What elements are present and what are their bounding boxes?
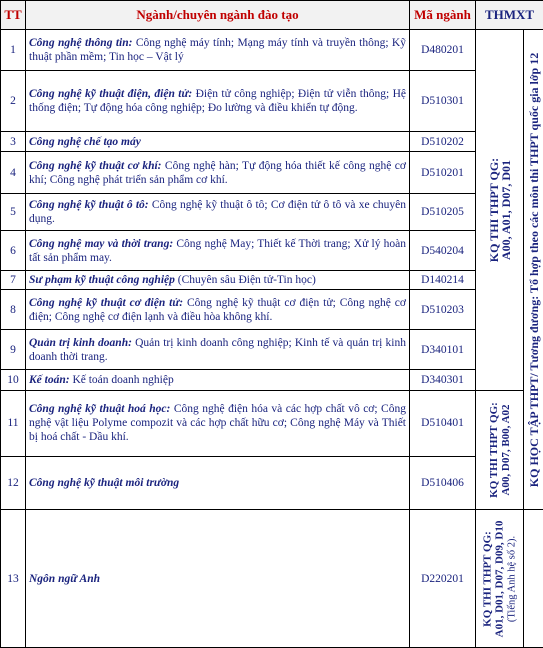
- major-cell: [26, 231, 410, 271]
- major-code: D510202: [410, 131, 476, 152]
- row-number: 8: [1, 290, 26, 330]
- group-cell-1: [476, 30, 524, 391]
- header-thmxt: THMXT: [476, 1, 543, 30]
- table-row: [1, 370, 543, 391]
- major-code: D340301: [410, 370, 476, 391]
- major-name: Công nghệ chế tạo máy: [29, 136, 141, 148]
- table-row: [1, 510, 543, 648]
- major-name: Kế toán:: [29, 374, 70, 386]
- major-name: Quản trị kinh doanh:: [29, 337, 132, 349]
- side-label: KQ HỌC TẬP THPT/ Tương đương: Tổ hợp theo các môn thi THPT quốc gia lớp 12: [528, 52, 540, 486]
- major-code: D510301: [410, 71, 476, 132]
- side-cell-bottom: [524, 510, 543, 648]
- major-cell: [26, 510, 410, 648]
- row-number: 5: [1, 193, 26, 230]
- major-desc: Công nghệ kỹ thuật cơ điện tử; Công nghệ cơ điện; Công nghệ cơ điện lạnh và điều hòa không khí.: [29, 297, 406, 323]
- table-row: [1, 290, 543, 330]
- major-code: D510406: [410, 456, 476, 509]
- header-row: [1, 1, 543, 30]
- major-cell: [26, 290, 410, 330]
- major-desc: Công nghệ máy tính; Mạng máy tính và truyền thông; Kỹ thuật phần mềm; Tin học – Vật lý: [29, 37, 406, 63]
- major-code: D540204: [410, 231, 476, 271]
- table-row: [1, 30, 543, 71]
- major-name: Công nghệ kỹ thuật môi trường: [29, 477, 179, 489]
- row-number: 1: [1, 30, 26, 71]
- row-number: 10: [1, 370, 26, 391]
- group-cell-2: [476, 391, 524, 510]
- row-number: 11: [1, 391, 26, 457]
- group-2-line-2: A00, D07, B00, A02: [500, 404, 512, 495]
- group-2-line-1: KQ THI THPT QG:: [488, 402, 500, 498]
- row-number: 6: [1, 231, 26, 271]
- table-row: [1, 152, 543, 193]
- group-3-label: [481, 520, 518, 637]
- major-code: D340101: [410, 330, 476, 370]
- group-3-line-2: A01, D01, D07, D09, D10: [493, 520, 505, 637]
- major-desc: Công nghệ kỹ thuật ô tô; Cơ điện tử ô tô và xe chuyên dụng.: [29, 199, 406, 225]
- side-cell: [524, 30, 543, 510]
- major-code: D140214: [410, 271, 476, 290]
- group-1-line-1: KQ THI THPT QG:: [487, 158, 501, 262]
- major-cell: [26, 456, 410, 509]
- major-name: Công nghệ kỹ thuật ô tô:: [29, 199, 149, 211]
- major-name: Công nghệ kỹ thuật hoá học:: [29, 403, 170, 415]
- table-row: [1, 271, 543, 290]
- major-desc: (Chuyên sâu Điện tử-Tin học): [175, 274, 316, 286]
- group-1-line-2: A00, A01, D07, D01: [499, 160, 513, 260]
- major-code: D220201: [410, 510, 476, 648]
- major-code: D480201: [410, 30, 476, 71]
- table-row: [1, 456, 543, 509]
- table-row: [1, 193, 543, 230]
- major-code: D510201: [410, 152, 476, 193]
- table-row: [1, 71, 543, 132]
- row-number: 13: [1, 510, 26, 648]
- header-major: Ngành/chuyên ngành đào tạo: [26, 1, 410, 30]
- major-name: Công nghệ kỹ thuật cơ điện tử:: [29, 297, 183, 309]
- table-row: [1, 131, 543, 152]
- group-cell-3: [476, 510, 524, 648]
- major-desc: Điện tử công nghiệp; Điện tử viễn thông; Hệ thống điện; Tự động hóa công nghiệp; Đo lường và điều khiển tự động.: [29, 88, 406, 114]
- major-name: Công nghệ kỹ thuật điện, điện tử:: [29, 88, 192, 100]
- table-row: [1, 391, 543, 457]
- major-name: Sư phạm kỹ thuật công nghiệp: [29, 274, 175, 286]
- major-name: Công nghệ may và thời trang:: [29, 238, 173, 250]
- major-name: Ngôn ngữ Anh: [29, 573, 100, 585]
- row-number: 12: [1, 456, 26, 509]
- group-2-label: [488, 402, 512, 498]
- row-number: 7: [1, 271, 26, 290]
- table-row: [1, 231, 543, 271]
- major-desc: Quản trị kinh doanh công nghiệp; Kinh tế và quản trị kinh doanh thời trang.: [29, 337, 406, 363]
- major-desc: Công nghệ May; Thiết kế Thời trang; Xử lý hoàn tất sản phẩm may.: [29, 238, 406, 264]
- group-3-line-1: KQ THI THPT QG:: [481, 531, 493, 627]
- major-cell: [26, 71, 410, 132]
- major-code: D510205: [410, 193, 476, 230]
- major-cell: [26, 193, 410, 230]
- major-cell: [26, 152, 410, 193]
- major-code: D510203: [410, 290, 476, 330]
- group-3-line-3: (Tiếng Anh hệ số 2).: [506, 535, 517, 621]
- major-desc: Kế toán doanh nghiệp: [70, 374, 174, 386]
- major-cell: [26, 370, 410, 391]
- major-name: Công nghệ kỹ thuật cơ khí:: [29, 160, 162, 172]
- major-desc: Công nghệ điện hóa và các hợp chất vô cơ; Công nghệ vật liệu Polyme compozit và các hợp chất hữu cơ; Công nghệ Máy và Thiết bị hoá chất - Dầu khí.: [29, 403, 406, 443]
- row-number: 9: [1, 330, 26, 370]
- major-name: Công nghệ thông tin:: [29, 37, 132, 49]
- header-code: Mã ngành: [410, 1, 476, 30]
- major-cell: [26, 271, 410, 290]
- major-cell: [26, 391, 410, 457]
- row-number: 3: [1, 131, 26, 152]
- major-cell: [26, 330, 410, 370]
- header-tt: TT: [1, 1, 26, 30]
- table-row: [1, 330, 543, 370]
- major-cell: [26, 30, 410, 71]
- group-1-label: [488, 158, 512, 262]
- row-number: 2: [1, 71, 26, 132]
- row-number: 4: [1, 152, 26, 193]
- major-code: D510401: [410, 391, 476, 457]
- major-cell: [26, 131, 410, 152]
- major-desc: Công nghệ hàn; Tự động hóa thiết kế công nghệ cơ khí; Công nghệ phát triển sản phẩm cơ khí.: [29, 160, 406, 186]
